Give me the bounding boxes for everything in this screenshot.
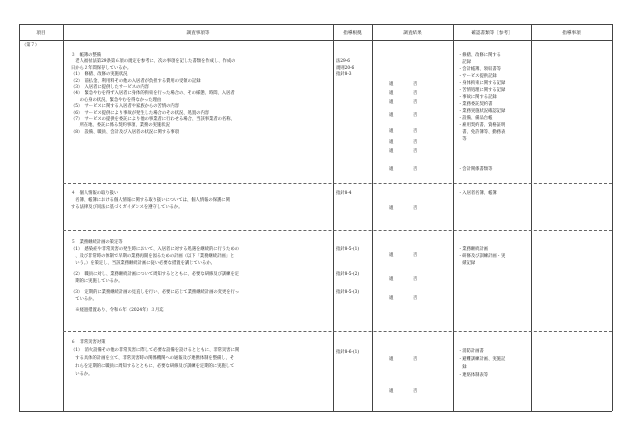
header-guidance: 指導事項 [562, 31, 581, 36]
document-item: 書、免許簿等、勤務表 [458, 130, 506, 135]
answer-ok[interactable]: 適 [389, 389, 394, 394]
basis-ref: 指針8-5-(2) [336, 272, 360, 277]
section-line: する具体的計画を立て、非常災害時の関係機関への通報及び連携体制を整備し、そ [71, 356, 235, 361]
column-divider [612, 24, 613, 411]
header-check-items: 調査事項等 [186, 31, 210, 36]
basis-ref: 指針8-3 [336, 72, 352, 78]
table-bottom-border [19, 411, 612, 412]
document-item: ・会計関係書類等 [458, 167, 493, 172]
header-documents: 確認書類等［参考］ [471, 31, 513, 36]
document-item: 等 [458, 137, 467, 142]
answer-ng[interactable]: 否 [413, 129, 418, 134]
answer-ng[interactable]: 否 [413, 100, 418, 105]
document-item: 記録 [458, 60, 471, 65]
section-line: （2） 職員に対し、業務継続計画について周知するとともに、必要な研修及び訓練を定 [71, 272, 240, 277]
answer-ok[interactable]: 適 [389, 100, 394, 105]
section-line: （6） サービス提供により事故が発生した場合のその状況、処置の内容 [71, 110, 210, 116]
document-item: ・事故に関する記録 [458, 95, 497, 100]
column-divider [453, 24, 454, 411]
basis-ref: 指針8-5-(1) [336, 247, 360, 252]
document-item: ・研修及び訓練計画・実 [458, 254, 506, 259]
document-item: ・避難訓練計画、実施記 [458, 357, 506, 362]
section-line: （1） 感染症や非常災害の発生時において、入居者に対する処遇を継続的に行うための [71, 247, 240, 252]
answer-ok[interactable]: 適 [389, 82, 394, 87]
answer-ng[interactable]: 否 [413, 82, 418, 87]
section-line: （2） 前払金、利用料その他の入居者が負担する費用の受領の記録 [71, 78, 201, 84]
section-line: 日から２年間保存しているか。 [71, 65, 132, 71]
item-label: （第７） [22, 43, 40, 48]
basis-ref: 指針8-5-(3) [336, 290, 360, 295]
answer-ng[interactable]: 否 [413, 253, 418, 258]
section-line: ３ 帳簿の整備 [71, 53, 102, 58]
section-line: （4） 緊急やむを得ず入居者に身体的拘束を行った場合の、その様態、時間、入居者 [71, 91, 235, 97]
basis-ref: 規則20-6 [336, 65, 355, 71]
answer-ng[interactable]: 否 [413, 296, 418, 301]
document-item: ・設備、備品台帳 [458, 116, 493, 121]
header-result: 調査結果 [403, 31, 422, 36]
section-line: する法律及び同法に基づくガイダンスを遵守しているか。 [71, 205, 183, 210]
document-item: 録 [458, 365, 467, 370]
document-item: ・会計帳簿、領収書等 [458, 67, 501, 72]
answer-ng[interactable]: 否 [413, 167, 418, 172]
answer-ok[interactable]: 適 [389, 91, 394, 96]
section-divider [63, 331, 612, 332]
section-line: ４ 個人情報の取り扱い [71, 191, 119, 196]
section-line: いるか。 [71, 372, 93, 377]
section-line: 名簿、帳簿における個人情報に関する取り扱いについては、個人情報の保護に関 [71, 198, 230, 203]
document-item: ・修繕、改修に関する [458, 53, 501, 58]
document-item: ・雇用契約書、資格証明 [458, 123, 506, 128]
section-line: いう。）を策定し、当該業務継続計画に従い必要な措置を講じているか。 [71, 261, 215, 266]
section-line: の心身の状況、緊急やむを得なかった理由 [71, 97, 162, 103]
section-line: 期的に実施しているか。 [71, 279, 123, 284]
section-line: （3） 入居者に提供したサービスの内容 [71, 85, 149, 90]
document-item: ・連絡体制表等 [458, 373, 489, 378]
section-line: 、及び非常時の体制で早期の業務再開を図るための計画（以下「業務継続計画」と [71, 254, 235, 259]
header-basis: 指導根拠 [343, 31, 362, 36]
section-line: （8） 設備、職員、会計及び入居者の状況に関する事項 [71, 129, 180, 135]
answer-ok[interactable]: 適 [389, 296, 394, 301]
basis-ref: 指針8-6-(1) [336, 350, 360, 355]
answer-ng[interactable]: 否 [413, 149, 418, 154]
column-divider [372, 24, 373, 411]
header-bottom-border [19, 40, 612, 41]
basis-ref: 法29-6 [336, 59, 350, 65]
column-divider [19, 24, 20, 411]
answer-ok[interactable]: 適 [389, 149, 394, 154]
document-item: ・業務委託契約書 [458, 102, 493, 107]
section-line: ６ 非常災害対策 [71, 340, 106, 345]
section-line: ５ 業務継続計画の策定等 [71, 240, 123, 245]
section-line: （1） 修繕、改修の実施状況 [71, 72, 128, 78]
section-divider [63, 183, 612, 184]
answer-ok[interactable]: 適 [389, 129, 394, 134]
section-line: （5） サービスに関する入居者や家族からの苦情の内容 [71, 104, 180, 110]
column-divider [333, 24, 334, 411]
section-line: （3） 定期的に業務継続計画の見直しを行い、必要に応じて業務継続計画の変更を行っ [71, 290, 240, 295]
section-line: ているか。 [71, 297, 97, 302]
section-line: 所在地、委託に係る契約事項、業務の実施状況 [71, 123, 170, 129]
document-item: ・苦情処理に関する記録 [458, 88, 506, 93]
answer-ng[interactable]: 否 [413, 91, 418, 96]
answer-ok[interactable]: 適 [389, 113, 394, 118]
document-item: 績記録 [458, 261, 476, 266]
answer-ok[interactable]: 適 [389, 357, 394, 362]
answer-ok[interactable]: 適 [389, 140, 394, 145]
document-item: ・消防計画書 [458, 349, 484, 354]
document-item: ・業務実施状況確認記録 [458, 109, 506, 114]
answer-ok[interactable]: 適 [389, 277, 394, 282]
header-item: 項目 [36, 31, 46, 36]
document-item: ・身体拘束に関する記録 [458, 81, 506, 86]
answer-ok[interactable]: 適 [389, 253, 394, 258]
section-line: 老人福祉法第29条第６項の規定を参考に、次の事項を記した書類を作成し、作成の [71, 59, 236, 65]
answer-ng[interactable]: 否 [413, 277, 418, 282]
answer-ok[interactable]: 適 [389, 206, 394, 211]
section-line: （7） サービスの提供を委託により他の事業者に行わせる場合、当該事業者の名称、 [71, 117, 235, 122]
answer-ng[interactable]: 否 [413, 206, 418, 211]
answer-ng[interactable]: 否 [413, 140, 418, 145]
document-item: ・業務継続計画 [458, 247, 489, 252]
answer-ng[interactable]: 否 [413, 357, 418, 362]
document-item: ・サービス提供記録 [458, 74, 497, 79]
column-divider [63, 24, 64, 411]
column-divider [531, 24, 532, 411]
section-divider [63, 230, 612, 231]
section-line: （1） 消火設備その他の非常災害に際して必要な設備を設けるとともに、非常災害に関 [71, 348, 240, 353]
answer-ng[interactable]: 否 [413, 389, 418, 394]
basis-ref: 指針8-4 [336, 191, 352, 196]
document-item: ・入居者名簿、帳簿 [458, 191, 497, 196]
section-line: れらを定期的に職員に周知するとともに、必要な研修及び訓練を定期的に実施して [71, 364, 235, 369]
answer-ok[interactable]: 適 [389, 167, 394, 172]
answer-ng[interactable]: 否 [413, 113, 418, 118]
section-line: ※経過措置あり、令和６年（2024年）３月迄 [71, 308, 164, 313]
table-top-border [19, 24, 612, 25]
